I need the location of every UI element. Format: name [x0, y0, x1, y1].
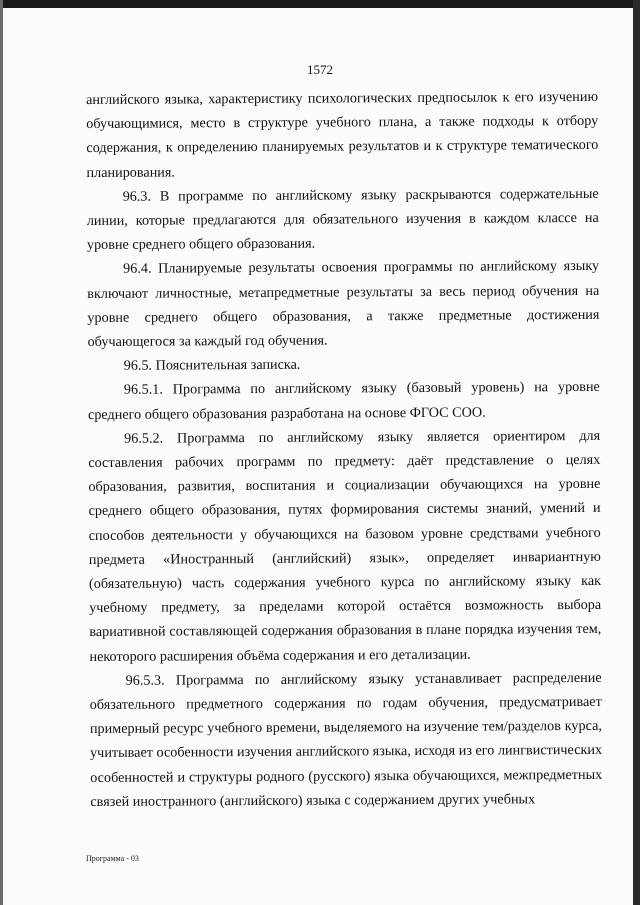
paragraph-96-3: 96.3. В программе по английскому языку раскрываются содержательные линии, которые предлагаются для обязательного изучения в каждом классе на уровне среднего общего образования. [86, 185, 599, 254]
body-text [86, 85, 602, 814]
scan-edge-right [633, 0, 640, 905]
paragraph-96-4: 96.4. Планируемые результаты освоения программы по английскому языку включают личностные, метапредметные результаты за весь период обучения на уровне среднего общего образования, а также предметные достижения обучающегося за каждый год обучения. [87, 258, 600, 351]
paragraph-96-5-1: 96.5.1. Программа по английскому языку (базовый уровень) на уровне среднего общего образования разработана на основе ФГОС СОО. [87, 379, 600, 423]
page-number: 1572 [307, 62, 333, 77]
paragraph-96-5-3: 96.5.3. Программа по английскому языку устанавливает распределение обязательного предметного содержания по годам обучения, предусматривает примерный ресурс учебного времени, выделяемого на изучение тем/разделов курса, учитывает особенности изучения английского языка, исходя из его лингвистических особенностей и структуры родного (русского) языка обучающихся, межпредметных связей иностранного (английского) языка с содержанием других учебных [89, 669, 603, 810]
scan-edge-left [0, 0, 3, 905]
paragraph-96-5-2: 96.5.2. Программа по английскому языку является ориентиром для составления рабочих программ по предмету: даёт представление о целях образования, развития, воспитания и социализации обучающихся на уровне среднего общего образования, путях формирования системы знаний, умений и способов деятельности у обучающихся на базовом уровне средствами учебного предмета «Иностранный (английский) язык», определяет инвариантную (обязательную) часть содержания учебного курса по английскому языку как учебному предмету, за пределами которой остаётся возможность выбора вариативной составляющей содержания образования в плане порядка изучения тем, некоторого расширения объёма содержания и его детализации. [88, 427, 602, 665]
paragraph-intro-continuation: английского языка, характеристику психологических предпосылок к его изучению обучающимися, место в структуре учебного плана, а также подходы к отбору содержания, к определению планируемых результатов и к структуре тематического планирования. [86, 88, 599, 181]
paragraph-96-5: 96.5. Пояснительная записка. [123, 356, 301, 375]
footer-label: Программа - 03 [86, 854, 139, 863]
scan-edge-top [0, 0, 640, 8]
